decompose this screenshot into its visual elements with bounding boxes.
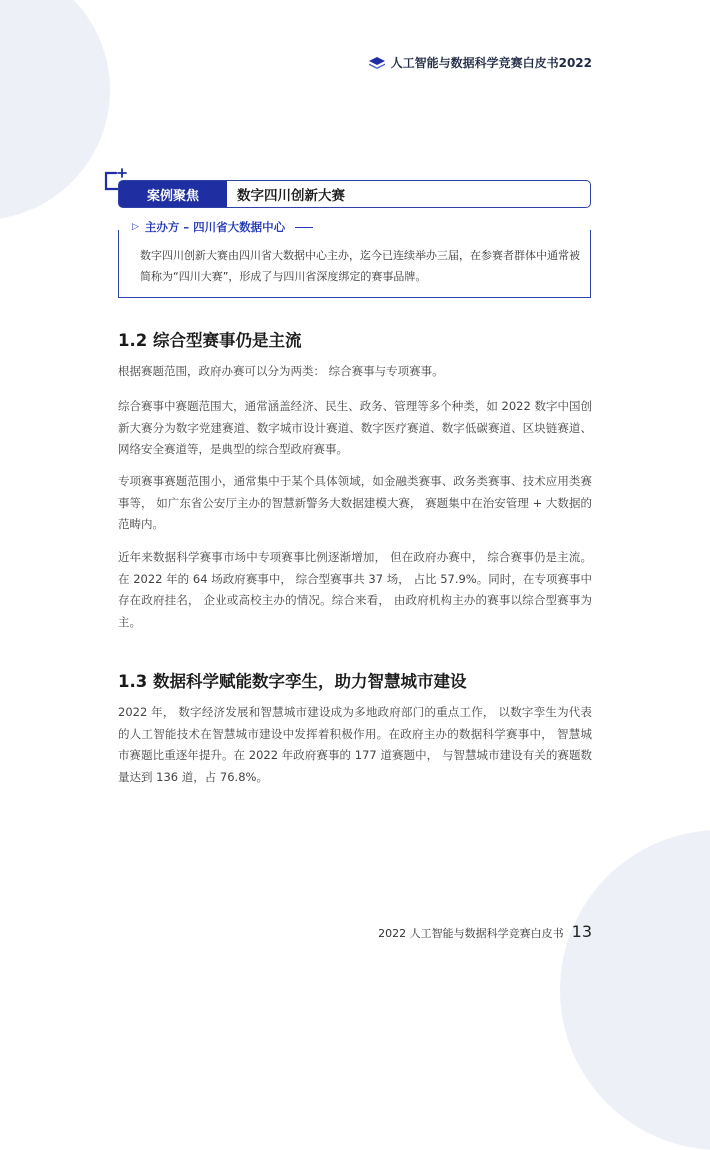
page-footer <box>378 922 592 941</box>
paragraph: 专项赛事赛题范围小，通常集中于某个具体领域，如金融类赛事、政务类赛事、技术应用类赛事等， 如广东省公安厅主办的智慧新警务大数据建模大赛， 赛题集中在治安管理 + 大数据的范畴内。 <box>118 474 592 531</box>
header-title: 人工智能与数据科学竞赛白皮书2022 <box>390 56 592 70</box>
case-focus-title: 数字四川创新大赛 <box>237 188 345 204</box>
layers-logo-icon <box>369 57 385 69</box>
page-number: 13 <box>571 922 592 941</box>
paragraph: 综合赛事中赛题范围大，通常涵盖经济、民生、政务、管理等多个种类，如 2022 数字中国创新大赛分为数字党建赛道、数字城市设计赛道、数字医疗赛道、数字低碳赛道、区块链赛道、网络安全赛道等，是典型的综合型政府赛事。 <box>118 399 592 456</box>
organizer-label: 主办方 – 四川省大数据中心 <box>144 220 286 234</box>
case-focus-bar <box>118 180 591 208</box>
section-heading-1-2: 1.2 综合型赛事仍是主流 <box>118 331 302 350</box>
paragraph: 根据赛题范围，政府办赛可以分为两类： 综合赛事与专项赛事。 <box>118 364 444 378</box>
section-heading-1-3: 1.3 数据科学赋能数字孪生，助力智慧城市建设 <box>118 672 467 691</box>
case-focus-text: 数字四川创新大赛由四川省大数据中心主办，迄今已连续举办三届，在参赛者群体中通常被简称为“四川大赛”，形成了与四川省深度绑定的赛事品牌。 <box>140 249 580 283</box>
paragraph: 近年来数据科学赛事市场中专项赛事比例逐渐增加， 但在政府办赛中， 综合赛事仍是主流。在 2022 年的 64 场政府赛事中， 综合型赛事共 37 场， 占比 57.9%。同时，在专项赛事中存在政府挂名， 企业或高校主办的情况。综合来看， 由政府机构主办的赛事以综合型赛事为主。 <box>118 550 592 629</box>
corner-decoration-bottom-right <box>560 830 710 1150</box>
case-focus-tag: 案例聚焦 <box>119 181 227 207</box>
running-header <box>369 54 592 71</box>
divider-line <box>295 227 313 228</box>
triangle-right-icon: ▷ <box>132 222 139 232</box>
footer-label: 2022 人工智能与数据科学竞赛白皮书 <box>378 927 564 940</box>
case-organizer <box>128 219 321 235</box>
corner-decoration-top-left <box>0 0 110 220</box>
paragraph: 2022 年， 数字经济发展和智慧城市建设成为多地政府部门的重点工作， 以数字孪生为代表的人工智能技术在智慧城市建设中发挥着积极作用。在政府主办的数据科学赛事中， 智慧城市赛题比重逐年提升。在 2022 年政府赛事的 177 道赛题中， 与智慧城市建设有关的赛题数量达到 136 道，占 76.8%。 <box>118 705 592 784</box>
